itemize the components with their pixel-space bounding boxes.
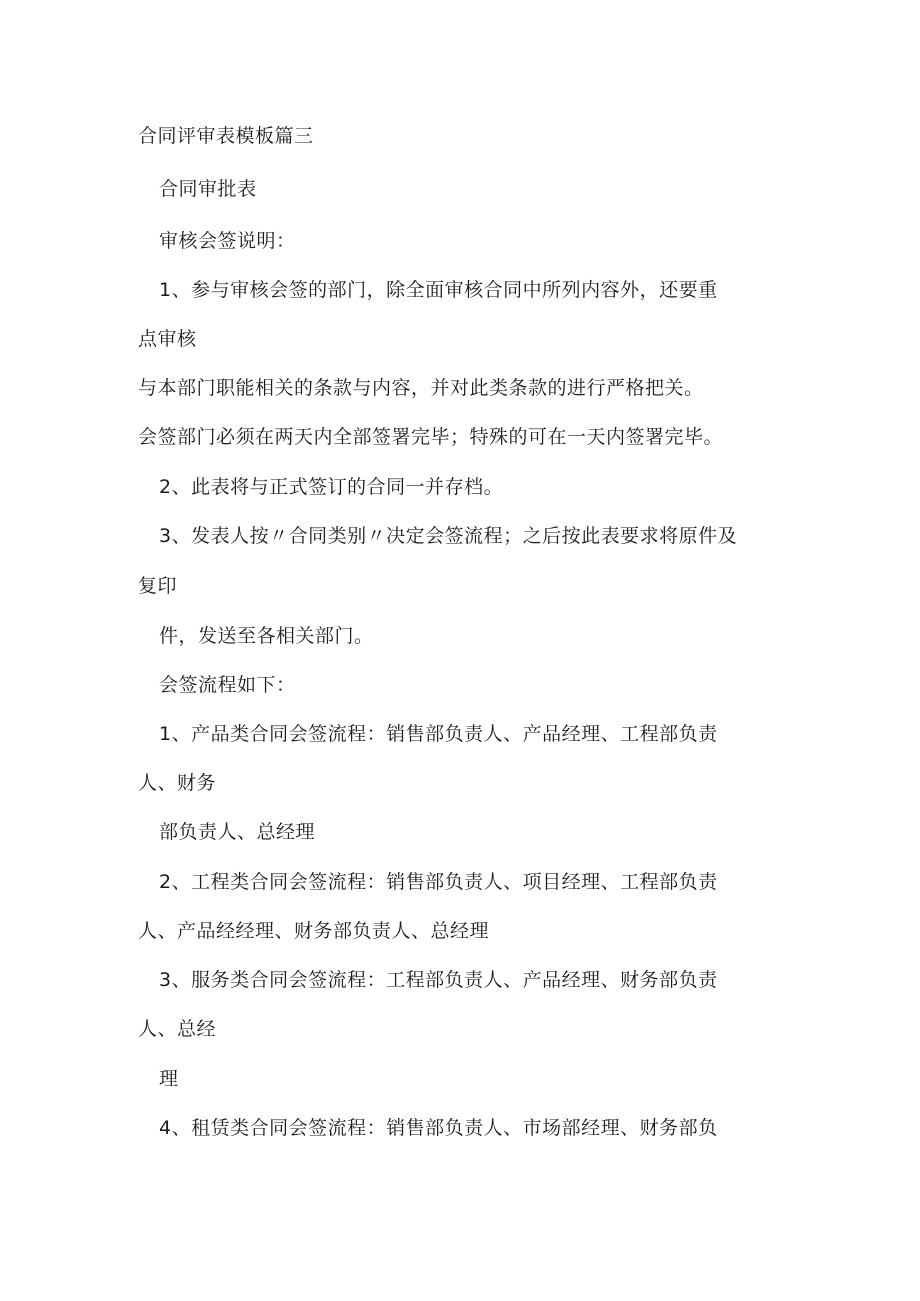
paragraph-line: 理: [159, 1068, 179, 1090]
paragraph-line: 3、发表人按〃合同类别〃决定会签流程；之后按此表要求将原件及: [159, 525, 738, 547]
paragraph-line: 3、服务类合同会签流程：工程部负责人、产品经理、财务部负责: [159, 969, 718, 991]
section-heading: 合同审批表: [159, 178, 257, 200]
paragraph-line: 件，发送至各相关部门。: [159, 625, 374, 647]
paragraph-line: 会签流程如下：: [159, 674, 296, 696]
paragraph-line: 部负责人、总经理: [159, 821, 316, 843]
paragraph-line: 人、总经: [138, 1018, 217, 1040]
paragraph-line: 2、此表将与正式签订的合同一并存档。: [159, 476, 504, 498]
paragraph-line: 点审核: [138, 328, 197, 350]
paragraph-line: 人、财务: [138, 772, 217, 794]
paragraph-line: 1、产品类合同会签流程：销售部负责人、产品经理、工程部负责: [159, 723, 718, 745]
paragraph-line: 审核会签说明：: [159, 230, 296, 252]
paragraph-line: 复印: [138, 575, 178, 597]
paragraph-line: 4、租赁类合同会签流程：销售部负责人、市场部经理、财务部负: [159, 1117, 718, 1139]
paragraph-line: 2、工程类合同会签流程：销售部负责人、项目经理、工程部负责: [159, 871, 718, 893]
document-title: 合同评审表模板篇三: [138, 125, 314, 147]
paragraph-line: 人、产品经经理、财务部负责人、总经理: [138, 920, 490, 942]
paragraph-line: 会签部门必须在两天内全部签署完毕；特殊的可在一天内签署完毕。: [138, 426, 724, 448]
paragraph-line: 1、参与审核会签的部门，除全面审核合同中所列内容外，还要重: [159, 279, 718, 301]
paragraph-line: 与本部门职能相关的条款与内容，并对此类条款的进行严格把关。: [138, 377, 704, 399]
